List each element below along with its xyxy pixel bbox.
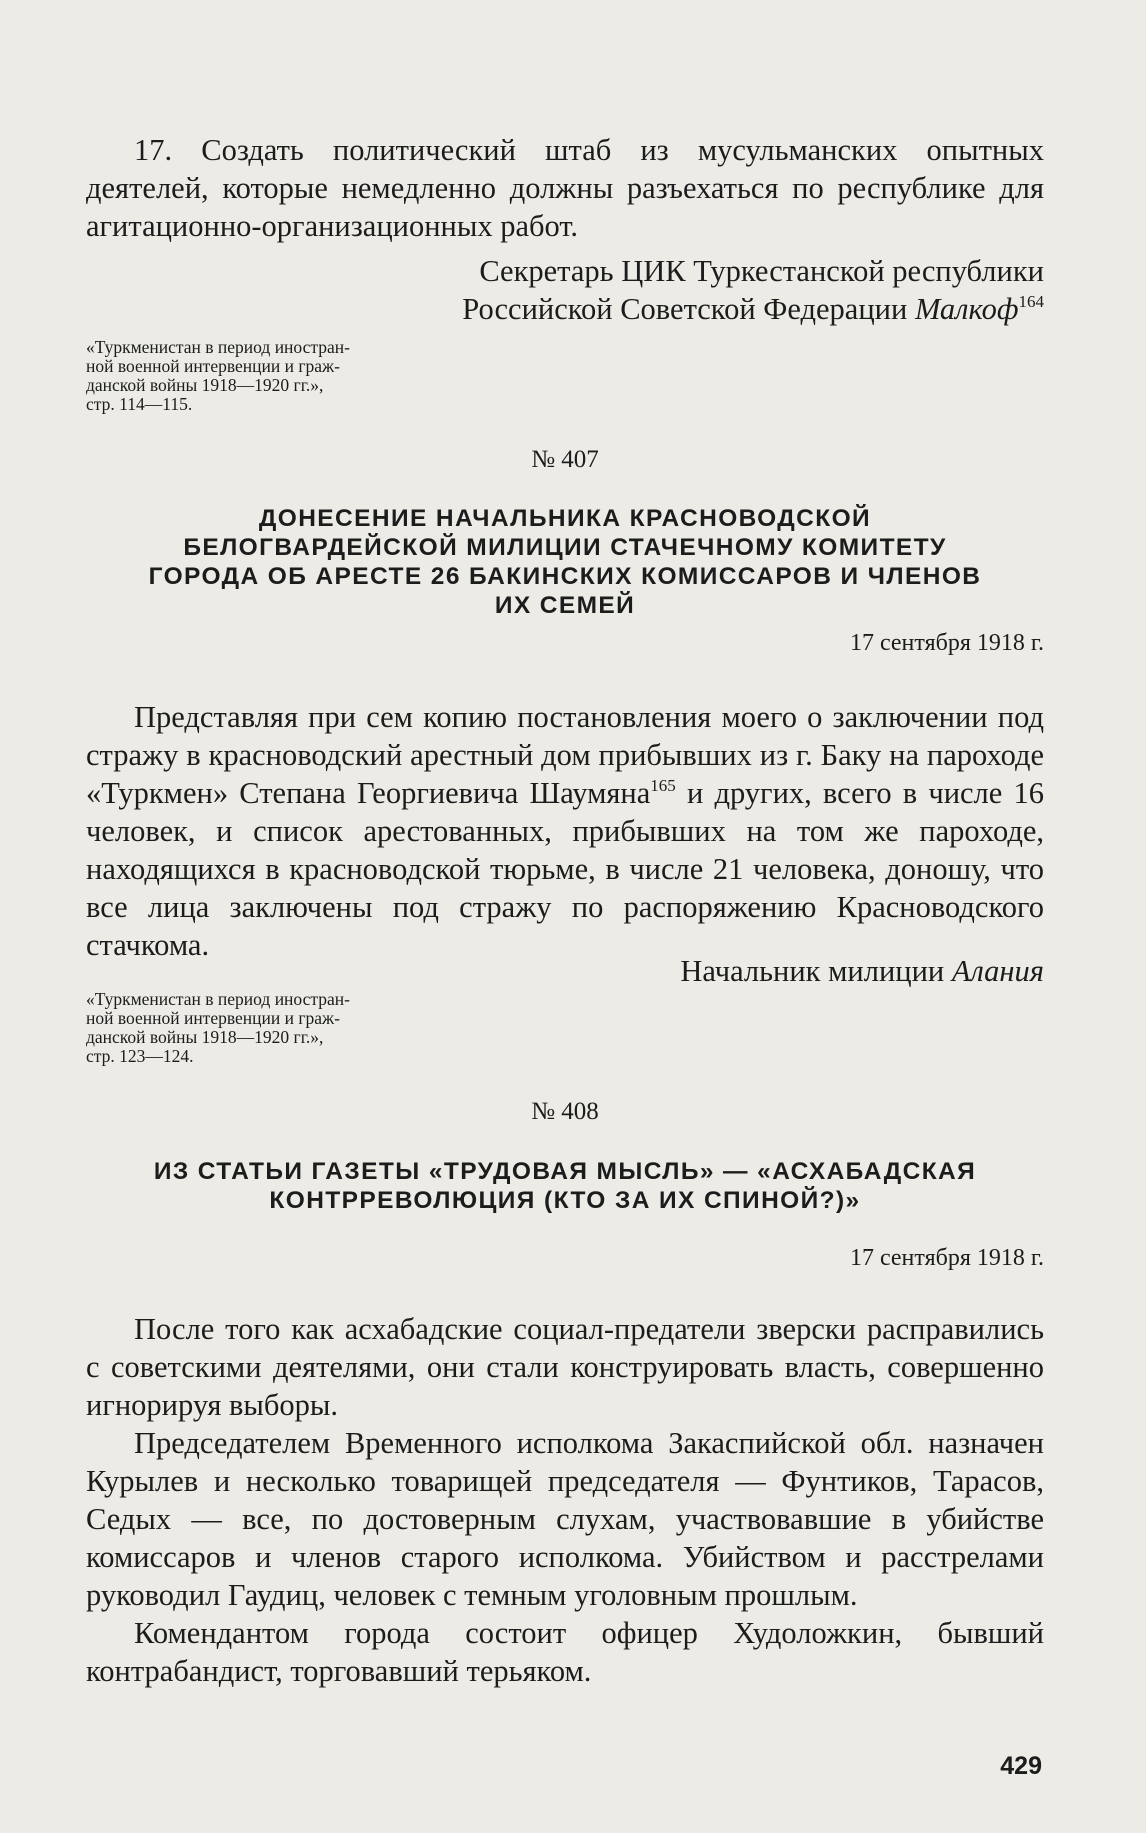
body-paragraph: После того как асхабадские социал-предатели зверски расправились с советскими деятелями, они стали конструировать власть, совершенно игнорируя выборы. (86, 1312, 1044, 1422)
source-line: «Туркменистан в период иностран- (86, 337, 350, 357)
source-line: данской войны 1918—1920 гг.», (86, 375, 324, 395)
footnote-ref-165: 165 (650, 776, 676, 795)
doc-408-date: 17 сентября 1918 г. (849, 1245, 1044, 1271)
source-line: стр. 123—124. (86, 1046, 194, 1066)
body-paragraph: Комендантом города состоит офицер Худоложкин, бывший контрабандист, торговавший терьяком. (86, 1616, 1044, 1688)
title-line: ГОРОДА ОБ АРЕСТЕ 26 БАКИНСКИХ КОМИССАРОВ И ЧЛЕНОВ (148, 563, 982, 590)
signature-line-2 (86, 290, 1044, 328)
source-line: «Туркменистан в период иностран- (86, 989, 350, 1009)
doc-407-date: 17 сентября 1918 г. (849, 630, 1044, 656)
doc-408-title (86, 1157, 1044, 1215)
source-line: ной военной интервенции и граж- (86, 356, 340, 376)
source-line: ной военной интервенции и граж- (86, 1008, 340, 1028)
item-17-paragraph: 17. Создать политический штаб из мусульманских опытных деятелей, которые немедленно должны разъехаться по республике для агитационно-организационных работ. (86, 133, 1044, 243)
title-line: ИЗ СТАТЬИ ГАЗЕТЫ «ТРУДОВАЯ МЫСЛЬ» — «АСХАБАДСКАЯ (153, 1158, 977, 1185)
title-line: БЕЛОГВАРДЕЙСКОЙ МИЛИЦИИ СТАЧЕЧНОМУ КОМИТЕТУ (183, 534, 947, 561)
title-line: ИХ СЕМЕЙ (494, 592, 636, 619)
title-line: КОНТРРЕВОЛЮЦИЯ (КТО ЗА ИХ СПИНОЙ?)» (269, 1187, 861, 1214)
doc-408-body (86, 1310, 1044, 1690)
body-paragraph: Председателем Временного исполкома Закаспийской обл. назначен Курылев и несколько товарищей председателя — Фунтиков, Тарасов, Седых — все, по достоверным слухам, участвовавшие в убийстве комиссаров и членов старого исполкома. Убийством и расстрелами руководил Гаудиц, человек с темным уголовным прошлым. (86, 1426, 1044, 1612)
body-text: Представляя при сем копию постановления моего о заключении под стражу в красноводский арестный дом прибывших из г. Баку на пароходе «Туркмен» Степана Георгиевича Шаумяна (86, 700, 1044, 810)
signature-name: Малкоф (914, 292, 1019, 326)
signature-line-1: Секретарь ЦИК Туркестанской республики (479, 254, 1044, 288)
doc-407-body (86, 698, 1044, 964)
doc-408-number: № 408 (531, 1098, 599, 1125)
footnote-ref-164: 164 (1018, 292, 1044, 311)
source-line: стр. 114—115. (86, 394, 193, 414)
source-line: данской войны 1918—1920 гг.», (86, 1027, 324, 1047)
signature-prefix: Российской Советской Федерации (462, 292, 915, 326)
signature-name: Алания (951, 954, 1044, 988)
doc-407-signature (86, 952, 1044, 990)
signature-prefix: Начальник милиции (680, 954, 952, 988)
doc-407-number: № 407 (531, 446, 599, 473)
item-17-section (86, 131, 1044, 245)
item-17-signature (86, 252, 1044, 328)
title-line: ДОНЕСЕНИЕ НАЧАЛЬНИКА КРАСНОВОДСКОЙ (258, 505, 872, 532)
body-text: и других, всего в числе 16 человек, и список арестованных, прибывших на том же пароходе, находящихся в красноводской тюрьме, в числе 21 человека, доношу, что все лица заключены под стражу по распоряжению Красноводского стачкома. (86, 776, 1044, 962)
doc-407-title (86, 504, 1044, 620)
source-citation-1 (86, 338, 1044, 414)
source-citation-2 (86, 990, 1044, 1066)
page-number: 429 (1000, 1752, 1042, 1780)
